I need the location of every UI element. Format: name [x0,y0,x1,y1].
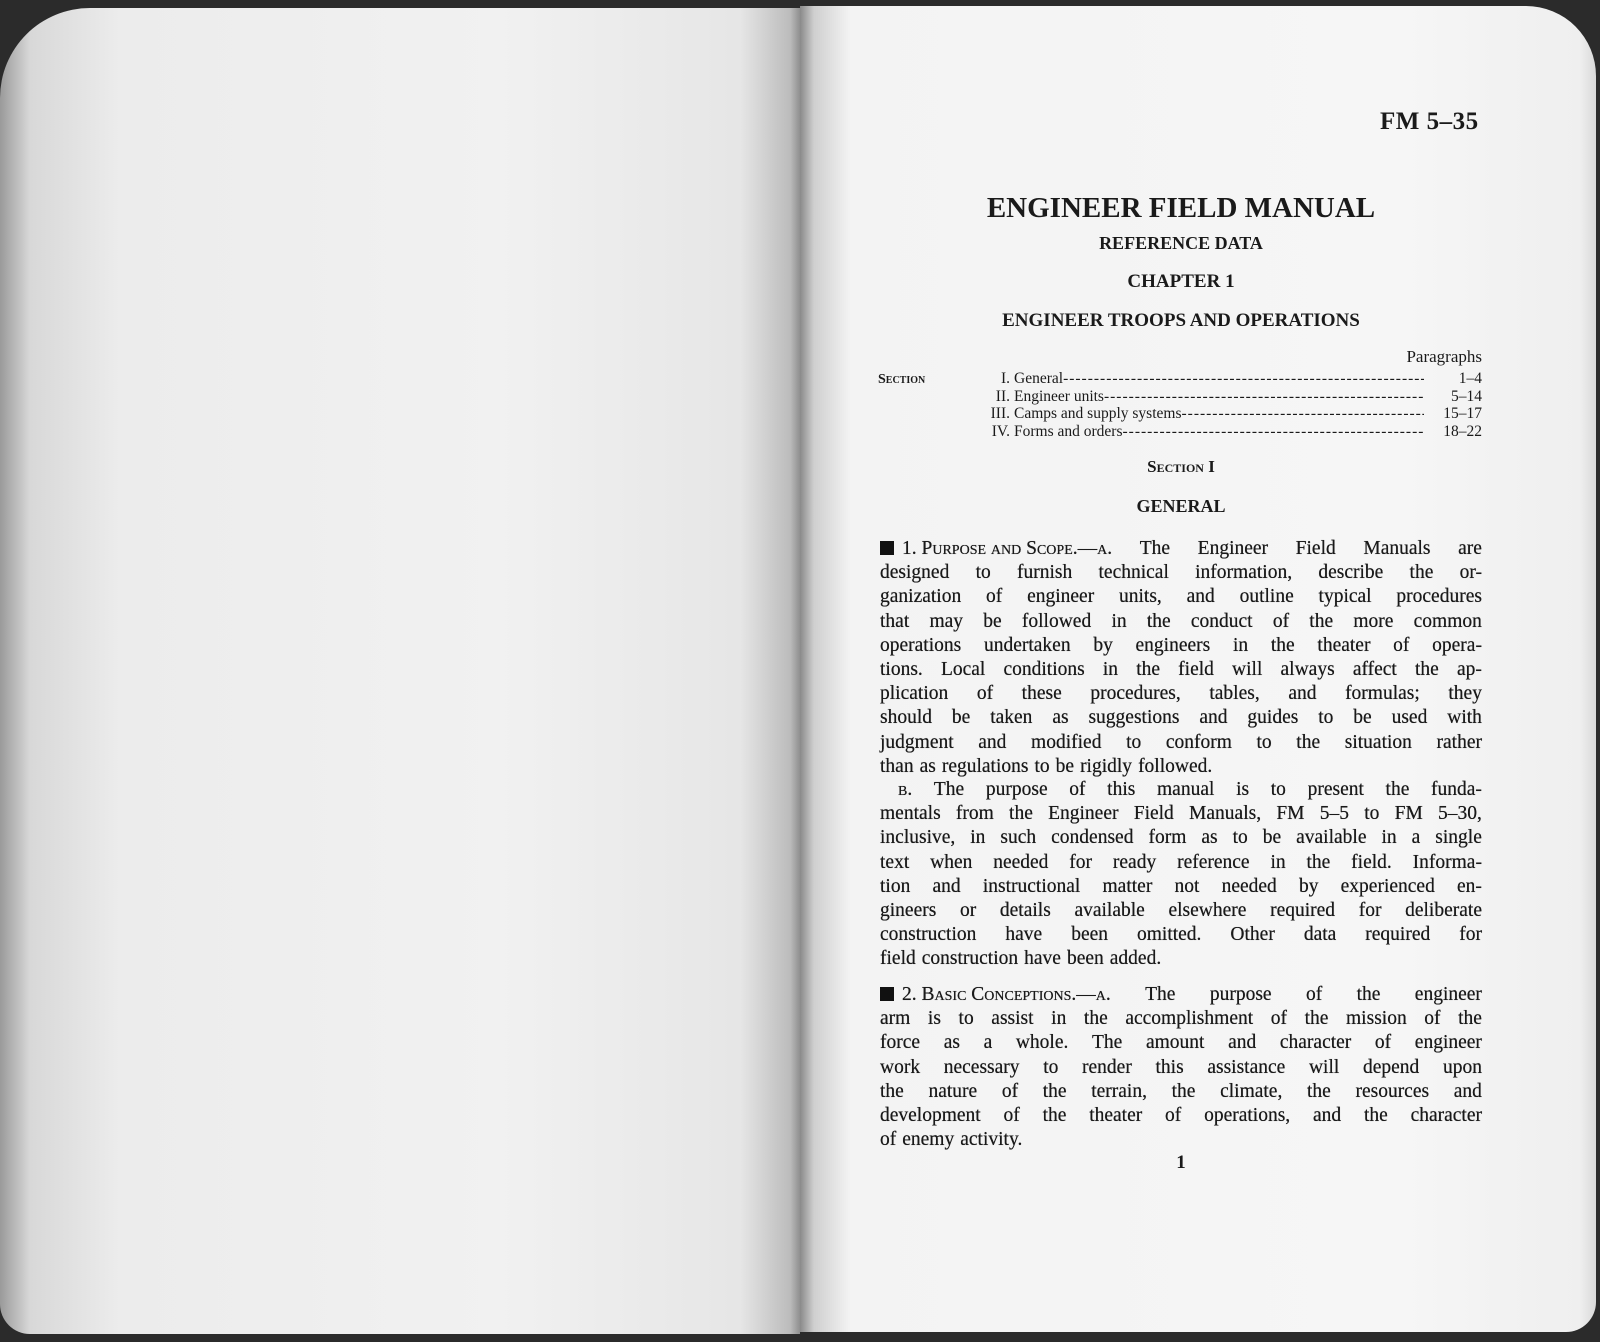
toc-section-title: Camps and supply systems [1014,405,1182,422]
section-title: GENERAL [1136,496,1226,516]
text-line: tions. Local conditions in the field will always affect the ap- [880,659,1482,681]
text-line: development of the theater of operations, and the character [880,1105,1482,1127]
text-line: of enemy activity. [880,1129,1023,1151]
text-line: 2. Basic Conceptions.—a. The purpose of the engineer [880,983,1482,1007]
text-line: force as a whole. The amount and character of engineer [880,1032,1482,1054]
toc-row [878,370,1482,388]
paragraph-purpose-and-scope-b [880,778,1482,972]
text-line: 1. Purpose and Scope.—a. The Engineer Field Manuals are [880,537,1482,561]
text-line: gineers or details available elsewhere required for deliberate [880,900,1482,922]
toc-section-title: Engineer units [1014,387,1104,405]
page-number: 1 [1176,1152,1186,1173]
toc-paragraph-range: 1–4 [1458,370,1482,387]
manual-subtitle: REFERENCE DATA [1099,233,1263,253]
toc-section-title: General [1014,370,1064,387]
toc-row [878,388,1482,406]
toc-column-header: Paragraphs [1406,347,1482,366]
toc-row [878,423,1482,441]
chapter-number: CHAPTER 1 [1127,271,1235,292]
toc-paragraph-range: 5–14 [1451,387,1482,405]
text-line: than as regulations to be rigidly followed. [880,755,1213,777]
text-line: b. The purpose of this manual is to present the funda- [880,778,1482,802]
toc-paragraph-range: 15–17 [1443,405,1482,422]
section-marker-icon [880,541,894,555]
toc-paragraph-range: 18–22 [1443,422,1482,440]
toc-section-number: I. [1000,370,1010,387]
table-of-contents [878,370,1482,440]
text-line: plication of these procedures, tables, and formulas; they [880,683,1482,705]
text-line: operations undertaken by engineers in the theater of opera- [880,634,1482,656]
toc-row [878,405,1482,423]
paragraph-lead [880,778,912,802]
manual-title: ENGINEER FIELD MANUAL [986,192,1376,224]
toc-section-title: Forms and orders [1014,422,1123,440]
text-line: should be taken as suggestions and guides to be used with [880,707,1482,729]
text-line: judgment and modified to conform to the situation rather [880,731,1482,753]
paragraph-lead [880,537,1112,561]
toc-dot-leader [1104,388,1424,406]
text-line: designed to furnish technical information, describe the or- [880,562,1482,584]
text-line: inclusive, in such condensed form as to be available in a single [880,827,1482,849]
paragraph-lead-text: 1. Purpose and Scope.—a. [902,538,1113,559]
paragraph-lead [880,983,1111,1007]
text-line: text when needed for ready reference in the field. Informa- [880,851,1482,873]
left-page-blank [0,8,800,1334]
toc-section-number: II. [995,387,1010,405]
toc-section-number: III. [990,405,1010,422]
chapter-title: ENGINEER TROOPS AND OPERATIONS [1002,310,1360,331]
toc-section-number: IV. [991,422,1010,440]
text-line: construction have been omitted. Other data required for [880,924,1482,946]
running-head: FM 5–35 [1380,108,1479,135]
text-line: work necessary to render this assistance will depend upon [880,1056,1482,1078]
paragraph-lead-text: b. [898,779,913,800]
paragraph-basic-conceptions [880,983,1482,1152]
text-line: ganization of engineer units, and outline typical procedures [880,586,1482,608]
paragraph-lead-text: 2. Basic Conceptions.—a. [902,984,1111,1005]
toc-dot-leader [1182,405,1425,423]
text-line: arm is to assist in the accomplishment of the mission of the [880,1008,1482,1030]
text-line: mentals from the Engineer Field Manuals, FM 5–5 to FM 5–30, [880,803,1482,825]
text-line: field construction have been added. [880,948,1162,970]
toc-dot-leader [1123,423,1425,441]
paragraph-purpose-and-scope-a [880,537,1482,779]
text-line: the nature of the terrain, the climate, the resources and [880,1080,1482,1102]
section-marker-icon [880,987,894,1001]
toc-dot-leader [1063,370,1424,388]
toc-section-label: Section [878,372,926,387]
text-line: that may be followed in the conduct of the more common [880,610,1482,632]
section-heading: Section I [1147,457,1215,476]
text-line: tion and instructional matter not needed by experienced en- [880,875,1482,897]
